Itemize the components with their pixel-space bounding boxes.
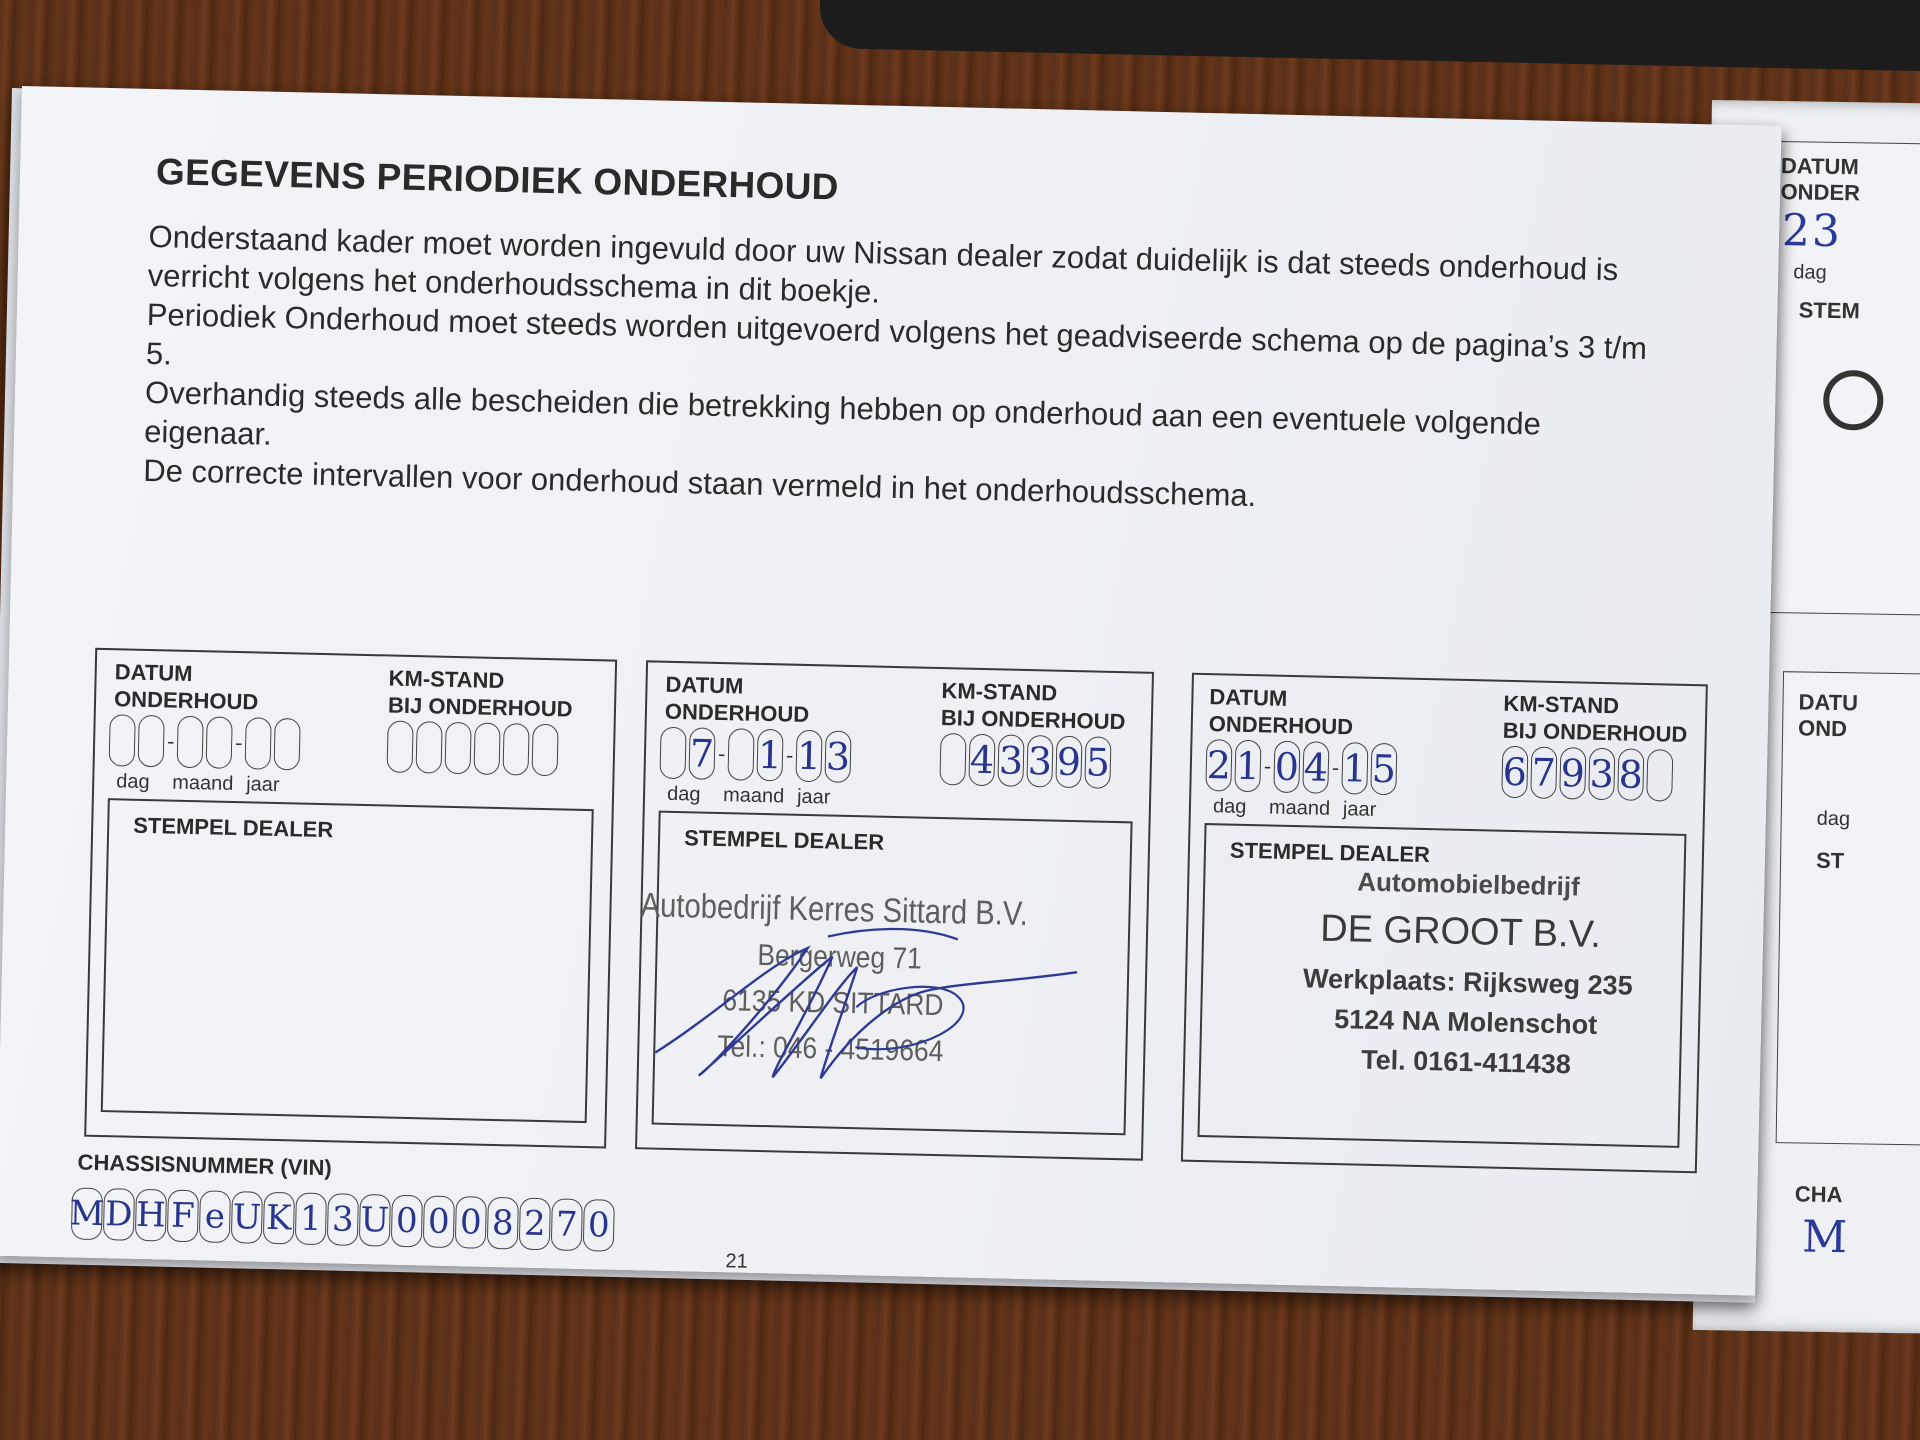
km-digit[interactable] [473, 722, 500, 775]
date-separator: - [166, 728, 175, 754]
datum-label-line2: ONDERHOUD [1208, 711, 1354, 740]
km-digit[interactable]: 8 [1617, 748, 1644, 801]
datum-label-line2: ONDERHOUD [664, 698, 810, 728]
km-digit[interactable]: 9 [1055, 736, 1082, 789]
vin-char[interactable]: 3 [327, 1193, 359, 1246]
date-separator: - [717, 740, 726, 767]
date-field[interactable] [109, 714, 304, 770]
km-digit[interactable] [531, 724, 558, 777]
dag-label: dag [1212, 795, 1247, 818]
dag-label: dag [115, 770, 150, 794]
vin-label: CHASSISNUMMER (VIN) [77, 1149, 333, 1181]
next-page-stempel-label: STEM [1798, 297, 1861, 324]
next-page-datum-label-2: DATU [1798, 689, 1859, 716]
vin-char[interactable]: 0 [423, 1195, 455, 1248]
km-digit[interactable]: 9 [1559, 747, 1586, 800]
intro-text [143, 217, 1669, 524]
date-digit[interactable] [138, 715, 165, 768]
vin-char[interactable]: K [263, 1192, 295, 1245]
date-digit[interactable] [206, 716, 233, 769]
next-page-stempel-label-2: ST [1815, 847, 1845, 874]
date-digit[interactable]: 2 [1205, 739, 1232, 792]
date-digit[interactable]: 1 [795, 730, 822, 783]
date-digit[interactable]: 1 [756, 729, 783, 782]
dealer-stamp-postcode: 6135 KD SITTARD [722, 984, 944, 1023]
black-folder [819, 0, 1920, 72]
dealer-stamp-name: DE GROOT B.V. [1319, 907, 1602, 957]
jaar-label: jaar [796, 785, 831, 809]
dealer-stamp-box[interactable] [101, 798, 594, 1123]
vin-char[interactable]: U [359, 1194, 391, 1247]
dag-label: dag [666, 782, 701, 806]
km-digit[interactable]: 3 [997, 734, 1024, 787]
date-digit[interactable]: 1 [1234, 740, 1261, 793]
km-digit[interactable] [939, 733, 966, 786]
date-digit[interactable]: 5 [1370, 743, 1397, 796]
next-page-dag-label: dag [1793, 261, 1827, 284]
km-digit[interactable]: 4 [968, 734, 995, 787]
stempel-dealer-label: STEMPEL DEALER [683, 825, 885, 855]
km-digit[interactable]: 5 [1084, 736, 1111, 789]
next-page-onderhoud-label: ONDER [1780, 179, 1861, 206]
maand-label: maand [171, 771, 234, 795]
dealer-stamp-phone: Tel.: 046 - 4519664 [717, 1030, 944, 1069]
stempel-dealer-label: STEMPEL DEALER [1229, 837, 1431, 868]
intro-paragraph: Overhandig steeds alle bescheiden die betrekking hebben op onderhoud aan een eventuele volgende eigenaar. [143, 374, 1542, 452]
date-digit[interactable] [274, 718, 301, 771]
date-digit[interactable] [177, 716, 204, 769]
dealer-stamp-box[interactable] [1197, 823, 1686, 1148]
datum-label-line1: DATUM [114, 659, 193, 687]
km-label-line1: KM-STAND [388, 665, 505, 694]
dealer-stamp-line: Automobielbedrijf [1356, 866, 1581, 902]
km-label [1502, 690, 1688, 748]
dealer-stamp-name: Autobedrijf Kerres Sittard B.V. [640, 886, 1029, 934]
vin-char[interactable]: 7 [551, 1198, 583, 1251]
intro-paragraph: De correcte intervallen voor onderhoud staan vermeld in het onderhoudsschema. [142, 452, 1257, 514]
dealer-stamp-phone: Tel. 0161-411438 [1360, 1044, 1572, 1080]
vin-char[interactable]: e [199, 1190, 231, 1243]
date-digit[interactable] [245, 717, 272, 770]
km-digit[interactable] [502, 723, 529, 776]
dealer-stamp-postcode: 5124 NA Molenschot [1333, 1004, 1598, 1040]
km-digit[interactable]: 6 [1501, 746, 1528, 799]
km-field[interactable] [939, 733, 1114, 789]
vin-char[interactable]: 0 [455, 1196, 487, 1249]
km-label-line2: BIJ ONDERHOUD [940, 705, 1126, 735]
km-label [388, 664, 574, 722]
dealer-stamp-address: Bergerweg 71 [757, 938, 923, 976]
vin-char[interactable]: H [135, 1189, 167, 1242]
next-page-date-digit: 2 [1781, 205, 1811, 257]
page-title: GEGEVENS PERIODIEK ONDERHOUD [155, 151, 840, 208]
jaar-label: jaar [245, 773, 280, 797]
vin-char[interactable]: F [167, 1190, 199, 1243]
stempel-dealer-label: STEMPEL DEALER [132, 812, 334, 843]
dealer-stamp-box[interactable] [640, 811, 1133, 1136]
next-page-vin-label: CHA [1794, 1181, 1843, 1208]
datum-label [114, 658, 259, 715]
next-page-dag-label-2: dag [1816, 807, 1851, 831]
next-page-date-digit: 3 [1811, 205, 1841, 258]
datum-label [665, 671, 810, 728]
date-separator: - [1263, 753, 1272, 779]
km-digit[interactable]: 3 [1588, 748, 1615, 801]
km-digit[interactable] [1646, 749, 1673, 802]
date-digit[interactable] [727, 728, 754, 781]
vin-char[interactable]: 0 [391, 1195, 423, 1248]
km-digit[interactable] [416, 721, 443, 774]
date-digit[interactable]: 7 [688, 727, 715, 780]
km-digit[interactable]: 3 [1026, 735, 1053, 788]
maintenance-entry-2 [635, 660, 1154, 1160]
vin-char[interactable]: D [103, 1188, 135, 1241]
vin-char[interactable]: 0 [583, 1199, 615, 1252]
date-field[interactable] [659, 727, 854, 783]
maand-label: maand [1268, 796, 1331, 820]
jaar-label: jaar [1342, 798, 1377, 821]
date-separator: - [234, 730, 243, 756]
vin-char[interactable]: U [231, 1191, 263, 1244]
date-digit[interactable] [109, 714, 136, 767]
maand-label: maand [722, 784, 785, 808]
vin-char[interactable]: M [71, 1187, 103, 1240]
km-field[interactable] [1501, 746, 1676, 802]
booklet-page [0, 86, 1782, 1296]
date-separator: - [1331, 754, 1340, 781]
next-page-vin-char: M [1801, 1211, 1848, 1264]
dealer-stamp-address: Werkplaats: Rijksweg 235 [1302, 963, 1633, 1001]
next-page-entry-2 [1776, 671, 1920, 1146]
datum-label-line1: DATUM [1209, 684, 1288, 711]
next-page-datum-label: DATUM [1780, 153, 1859, 180]
km-digit[interactable] [445, 722, 472, 775]
km-digit[interactable] [387, 720, 414, 773]
next-page-onderhoud-label-2: OND [1797, 715, 1848, 742]
km-label-line2: BIJ ONDERHOUD [1502, 717, 1688, 747]
km-field[interactable] [387, 720, 562, 776]
km-label-line1: KM-STAND [1503, 690, 1620, 719]
page-number: 21 [725, 1250, 749, 1273]
vin-field[interactable] [71, 1187, 616, 1251]
date-digit[interactable]: 1 [1341, 742, 1368, 795]
date-digit[interactable]: 0 [1273, 741, 1300, 794]
date-digit[interactable]: 4 [1302, 741, 1329, 794]
datum-label-line2: ONDERHOUD [113, 686, 259, 715]
vin-char[interactable]: 1 [295, 1193, 327, 1246]
km-label-line2: BIJ ONDERHOUD [387, 692, 573, 722]
date-separator: - [785, 742, 794, 768]
datum-label-line1: DATUM [665, 671, 744, 699]
km-digit[interactable]: 7 [1530, 746, 1557, 799]
intro-paragraph: Onderstaand kader moet worden ingevuld door uw Nissan dealer zodat duidelijk is dat steeds onderhoud is verricht volgens het onderhoudsschema in dit boekje. [147, 218, 1619, 310]
date-digit[interactable] [659, 727, 686, 780]
vin-char[interactable]: 8 [487, 1197, 519, 1250]
date-digit[interactable]: 3 [824, 730, 851, 783]
intro-paragraph: Periodiek Onderhoud moet steeds worden uitgevoerd volgens het geadviseerde schema op de pagina’s 3 t/m 5. [145, 296, 1648, 372]
vin-char[interactable]: 2 [519, 1198, 551, 1251]
date-field[interactable] [1205, 739, 1400, 795]
maintenance-entry-1 [84, 648, 617, 1149]
datum-label [1209, 683, 1354, 740]
maintenance-entry-3 [1181, 673, 1708, 1174]
km-label [941, 677, 1127, 735]
km-label-line1: KM-STAND [941, 678, 1058, 706]
